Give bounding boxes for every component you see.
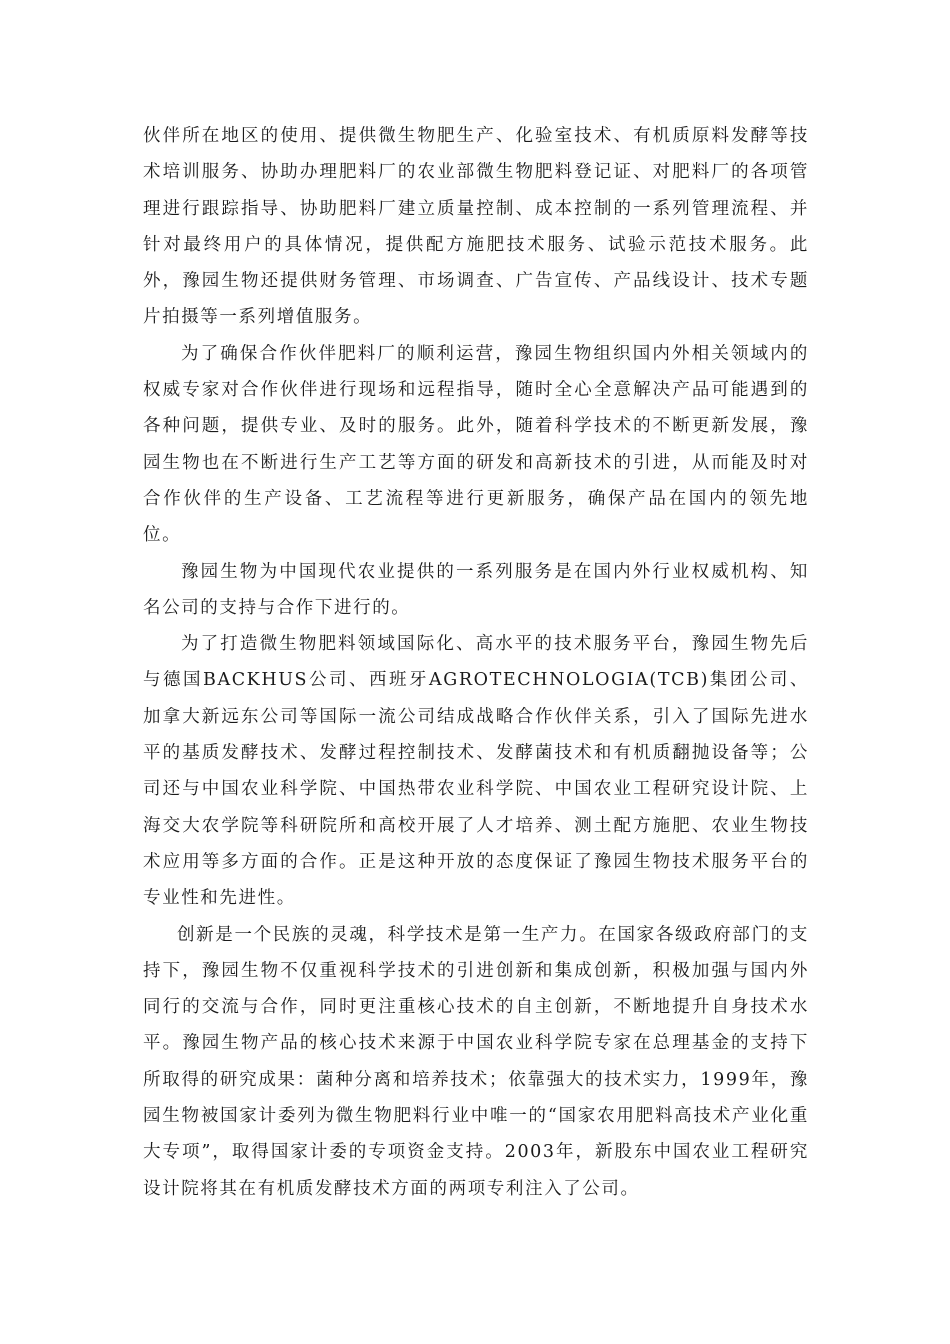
paragraph-1: 伙伴所在地区的使用、提供微生物肥生产、化验室技术、有机质原料发酵等技术培训服务、协助办理肥料厂的农业部微生物肥料登记证、对肥料厂的各项管理进行跟踪指导、协助肥料厂建立质量控制、成本控制的一系列管理流程、并针对最终用户的具体情况，提供配方施肥技术服务、试验示范技术服务。此外，豫园生物还提供财务管理、市场调查、广告宣传、产品线设计、技术专题片拍摄等一系列增值服务。 xyxy=(143,126,809,328)
paragraph-3: 豫园生物为中国现代农业提供的一系列服务是在国内外行业权威机构、知名公司的支持与合作下进行的。 xyxy=(143,561,809,618)
paragraph-4: 为了打造微生物肥料领域国际化、高水平的技术服务平台，豫园生物先后与德国BACKHUS公司、西班牙AGROTECHNOLOGIA(TCB)集团公司、加拿大新远东公司等国际一流公司结成战略合作伙伴关系，引入了国际先进水平的基质发酵技术、发酵过程控制技术、发酵菌技术和有机质翻抛设备等；公司还与中国农业科学院、中国热带农业科学院、中国农业工程研究设计院、上海交大农学院等科研院所和高校开展了人才培养、测土配方施肥、农业生物技术应用等多方面的合作。正是这种开放的态度保证了豫园生物技术服务平台的专业性和先进性。 xyxy=(143,634,809,909)
document-body xyxy=(143,118,809,1207)
paragraph-2: 为了确保合作伙伴肥料厂的顺利运营，豫园生物组织国内外相关领域内的权威专家对合作伙伴进行现场和远程指导，随时全心全意解决产品可能遇到的各种问题，提供专业、及时的服务。此外，随着科学技术的不断更新发展，豫园生物也在不断进行生产工艺等方面的研发和高新技术的引进，从而能及时对合作伙伴的生产设备、工艺流程等进行更新服务，确保产品在国内的领先地位。 xyxy=(143,343,809,546)
paragraph-5: 创新是一个民族的灵魂，科学技术是第一生产力。在国家各级政府部门的支持下，豫园生物不仅重视科学技术的引进创新和集成创新，积极加强与国内外同行的交流与合作，同时更注重核心技术的自主创新，不断地提升自身技术水平。豫园生物产品的核心技术来源于中国农业科学院专家在总理基金的支持下所取得的研究成果：菌种分离和培养技术；依靠强大的技术实力，1999年，豫园生物被国家计委列为微生物肥料行业中唯一的“国家农用肥料高技术产业化重大专项”，取得国家计委的专项资金支持。2003年，新股东中国农业工程研究设计院将其在有机质发酵技术方面的两项专利注入了公司。 xyxy=(143,924,809,1199)
